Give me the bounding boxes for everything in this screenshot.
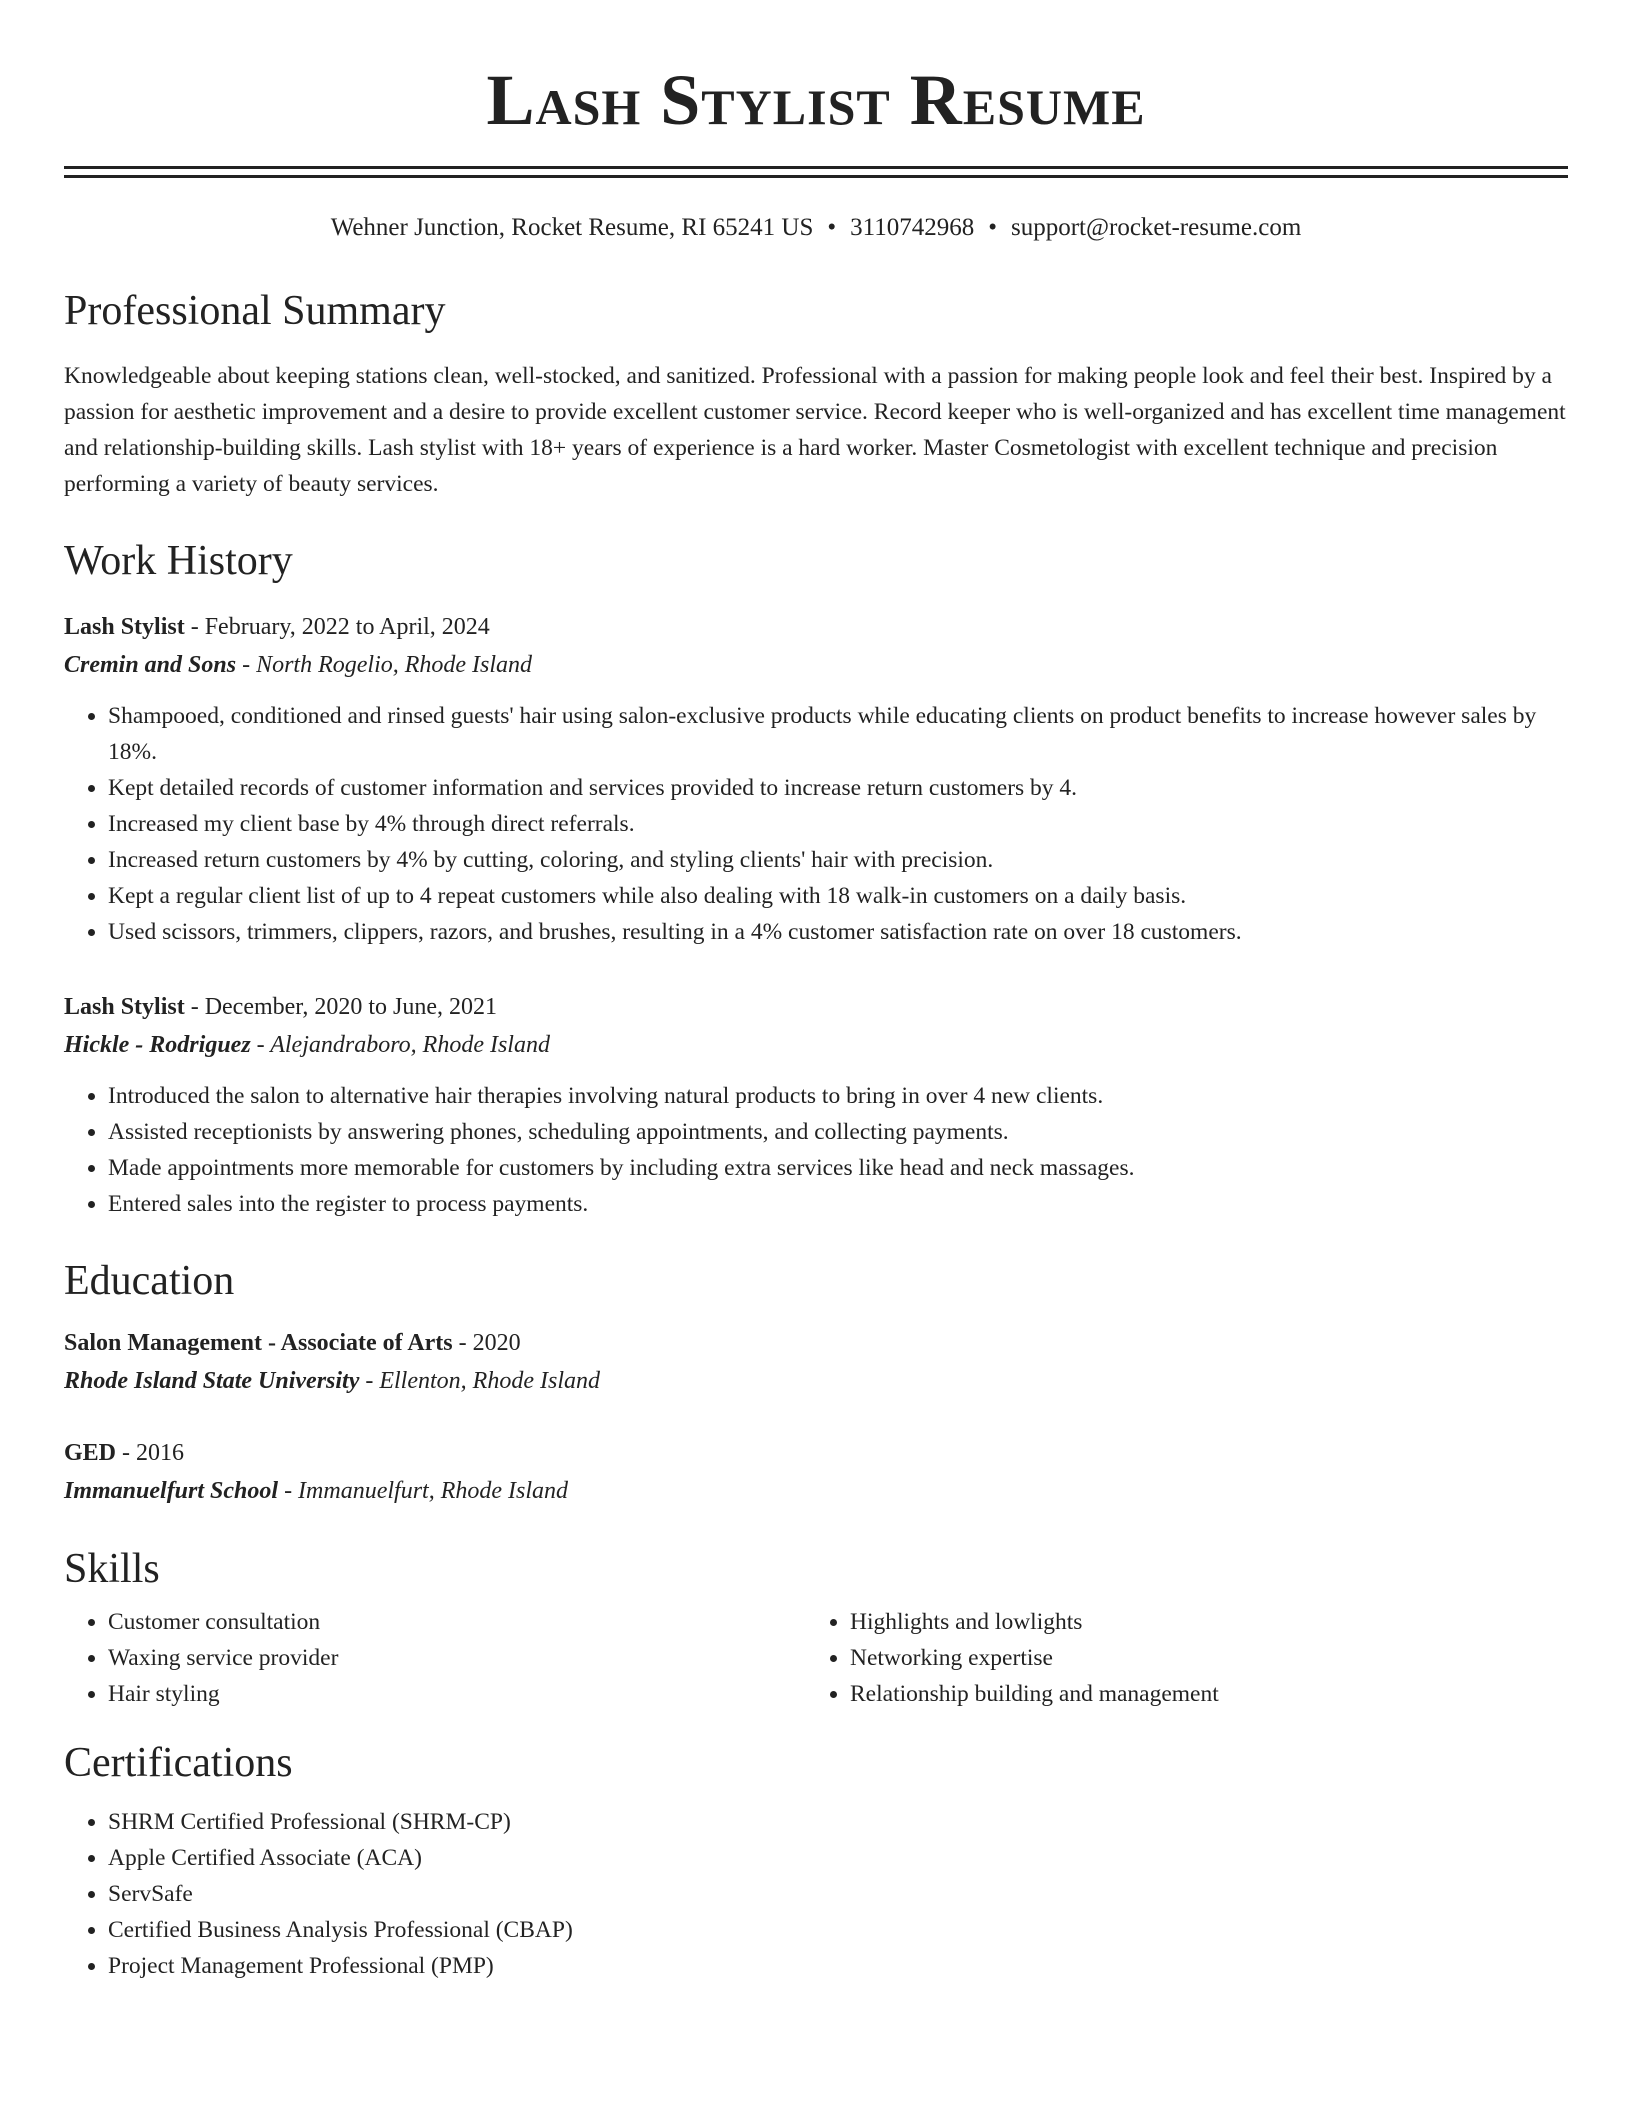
contact-email: support@rocket-resume.com xyxy=(1010,214,1302,241)
resume-title: Lash Stylist Resume xyxy=(486,60,1146,140)
education-location: - Immanuelfurt, Rhode Island xyxy=(278,1478,569,1504)
job-entry xyxy=(64,608,1568,950)
job-bullets xyxy=(64,698,1568,950)
list-item: • SHRM Certified Professional (SHRM-CP) xyxy=(108,1804,1568,1840)
certifications-heading: Certifications xyxy=(64,1740,293,1786)
education-school-line xyxy=(64,1472,1568,1510)
list-item: • Networking expertise xyxy=(850,1640,1548,1676)
contact-separator: • xyxy=(827,214,837,241)
education-degree-line xyxy=(64,1324,1568,1362)
title-divider-top xyxy=(64,166,1568,169)
list-item: • Project Management Professional (PMP) xyxy=(108,1948,1568,1984)
education-school: Immanuelfurt School xyxy=(64,1478,279,1504)
work-history-heading: Work History xyxy=(64,538,293,584)
skills-list xyxy=(64,1604,806,1712)
job-company: Cremin and Sons xyxy=(64,652,237,678)
education-location: - Ellenton, Rhode Island xyxy=(359,1368,600,1394)
job-company-line xyxy=(64,1026,1568,1064)
skills-left-column xyxy=(64,1604,806,1712)
job-title: Lash Stylist xyxy=(64,994,185,1020)
contact-line xyxy=(64,212,1568,244)
job-entry xyxy=(64,988,1568,1222)
job-title-line xyxy=(64,988,1568,1026)
list-item: • Kept detailed records of customer information and services provided to increase return customers by 4. xyxy=(108,770,1568,806)
list-item: • Customer consultation xyxy=(108,1604,806,1640)
summary-text: Knowledgeable about keeping stations clean, well-stocked, and sanitized. Professional with a passion for making people look and feel their best. Inspired by a passion for aesthetic improvement and a desire to provide excellent customer service. Record keeper who is well-organized and has excellent time management and relationship-building skills. Lash stylist with 18+ years of experience is a hard worker. Master Cosmetologist with excellent technique and precision performing a variety of beauty services. xyxy=(64,363,1566,497)
list-item: • Hair styling xyxy=(108,1676,806,1712)
list-item: • Increased my client base by 4% through direct referrals. xyxy=(108,806,1568,842)
list-item: • Introduced the salon to alternative hair therapies involving natural products to bring in over 4 new clients. xyxy=(108,1078,1568,1114)
list-item: • Entered sales into the register to process payments. xyxy=(108,1186,1568,1222)
job-company: Hickle - Rodriguez xyxy=(64,1032,251,1058)
contact-phone: 3110742968 xyxy=(850,214,975,241)
list-item: • Certified Business Analysis Professional (CBAP) xyxy=(108,1912,1568,1948)
list-item: • Assisted receptionists by answering phones, scheduling appointments, and collecting payments. xyxy=(108,1114,1568,1150)
job-location: - Alejandraboro, Rhode Island xyxy=(250,1032,550,1058)
education-year: - 2016 xyxy=(116,1440,185,1466)
list-item: • Used scissors, trimmers, clippers, razors, and brushes, resulting in a 4% customer satisfaction rate on over 18 customers. xyxy=(108,914,1568,950)
skills-list xyxy=(806,1604,1548,1712)
job-dates: - February, 2022 to April, 2024 xyxy=(184,614,490,640)
job-bullets xyxy=(64,1078,1568,1222)
education-degree-line xyxy=(64,1434,1568,1472)
list-item: • ServSafe xyxy=(108,1876,1568,1912)
contact-separator: • xyxy=(988,214,997,241)
job-title: Lash Stylist xyxy=(64,614,185,640)
list-item: • Increased return customers by 4% by cutting, coloring, and styling clients' hair with precision. xyxy=(108,842,1568,878)
skills-columns xyxy=(64,1604,1568,1712)
job-title-line xyxy=(64,608,1568,646)
education-entry xyxy=(64,1324,1568,1400)
skills-right-column xyxy=(806,1604,1548,1712)
list-item: • Kept a regular client list of up to 4 repeat customers while also dealing with 18 walk-in customers on a daily basis. xyxy=(108,878,1568,914)
certifications-list xyxy=(64,1804,1568,1984)
list-item: • Made appointments more memorable for customers by including extra services like head and neck massages. xyxy=(108,1150,1568,1186)
skills-heading: Skills xyxy=(64,1546,160,1592)
education-school-line xyxy=(64,1362,1568,1400)
education-year: - 2020 xyxy=(452,1330,521,1356)
list-item: • Highlights and lowlights xyxy=(850,1604,1548,1640)
list-item: • Waxing service provider xyxy=(108,1640,806,1676)
list-item: • Relationship building and management xyxy=(850,1676,1548,1712)
job-location: - North Rogelio, Rhode Island xyxy=(236,652,533,678)
summary-heading: Professional Summary xyxy=(64,288,446,334)
contact-address: Wehner Junction, Rocket Resume, RI 65241 US xyxy=(330,214,814,241)
education-school: Rhode Island State University xyxy=(64,1368,360,1394)
list-item: • Apple Certified Associate (ACA) xyxy=(108,1840,1568,1876)
education-degree: Salon Management - Associate of Arts xyxy=(64,1330,453,1356)
education-heading: Education xyxy=(64,1258,235,1304)
education-degree: GED xyxy=(64,1440,117,1466)
list-item: • Shampooed, conditioned and rinsed guests' hair using salon-exclusive products while educating clients on product benefits to increase however sales by 18%. xyxy=(108,698,1568,770)
education-entry xyxy=(64,1434,1568,1510)
job-dates: - December, 2020 to June, 2021 xyxy=(184,994,497,1020)
job-company-line xyxy=(64,646,1568,684)
title-divider-bottom xyxy=(64,175,1568,178)
